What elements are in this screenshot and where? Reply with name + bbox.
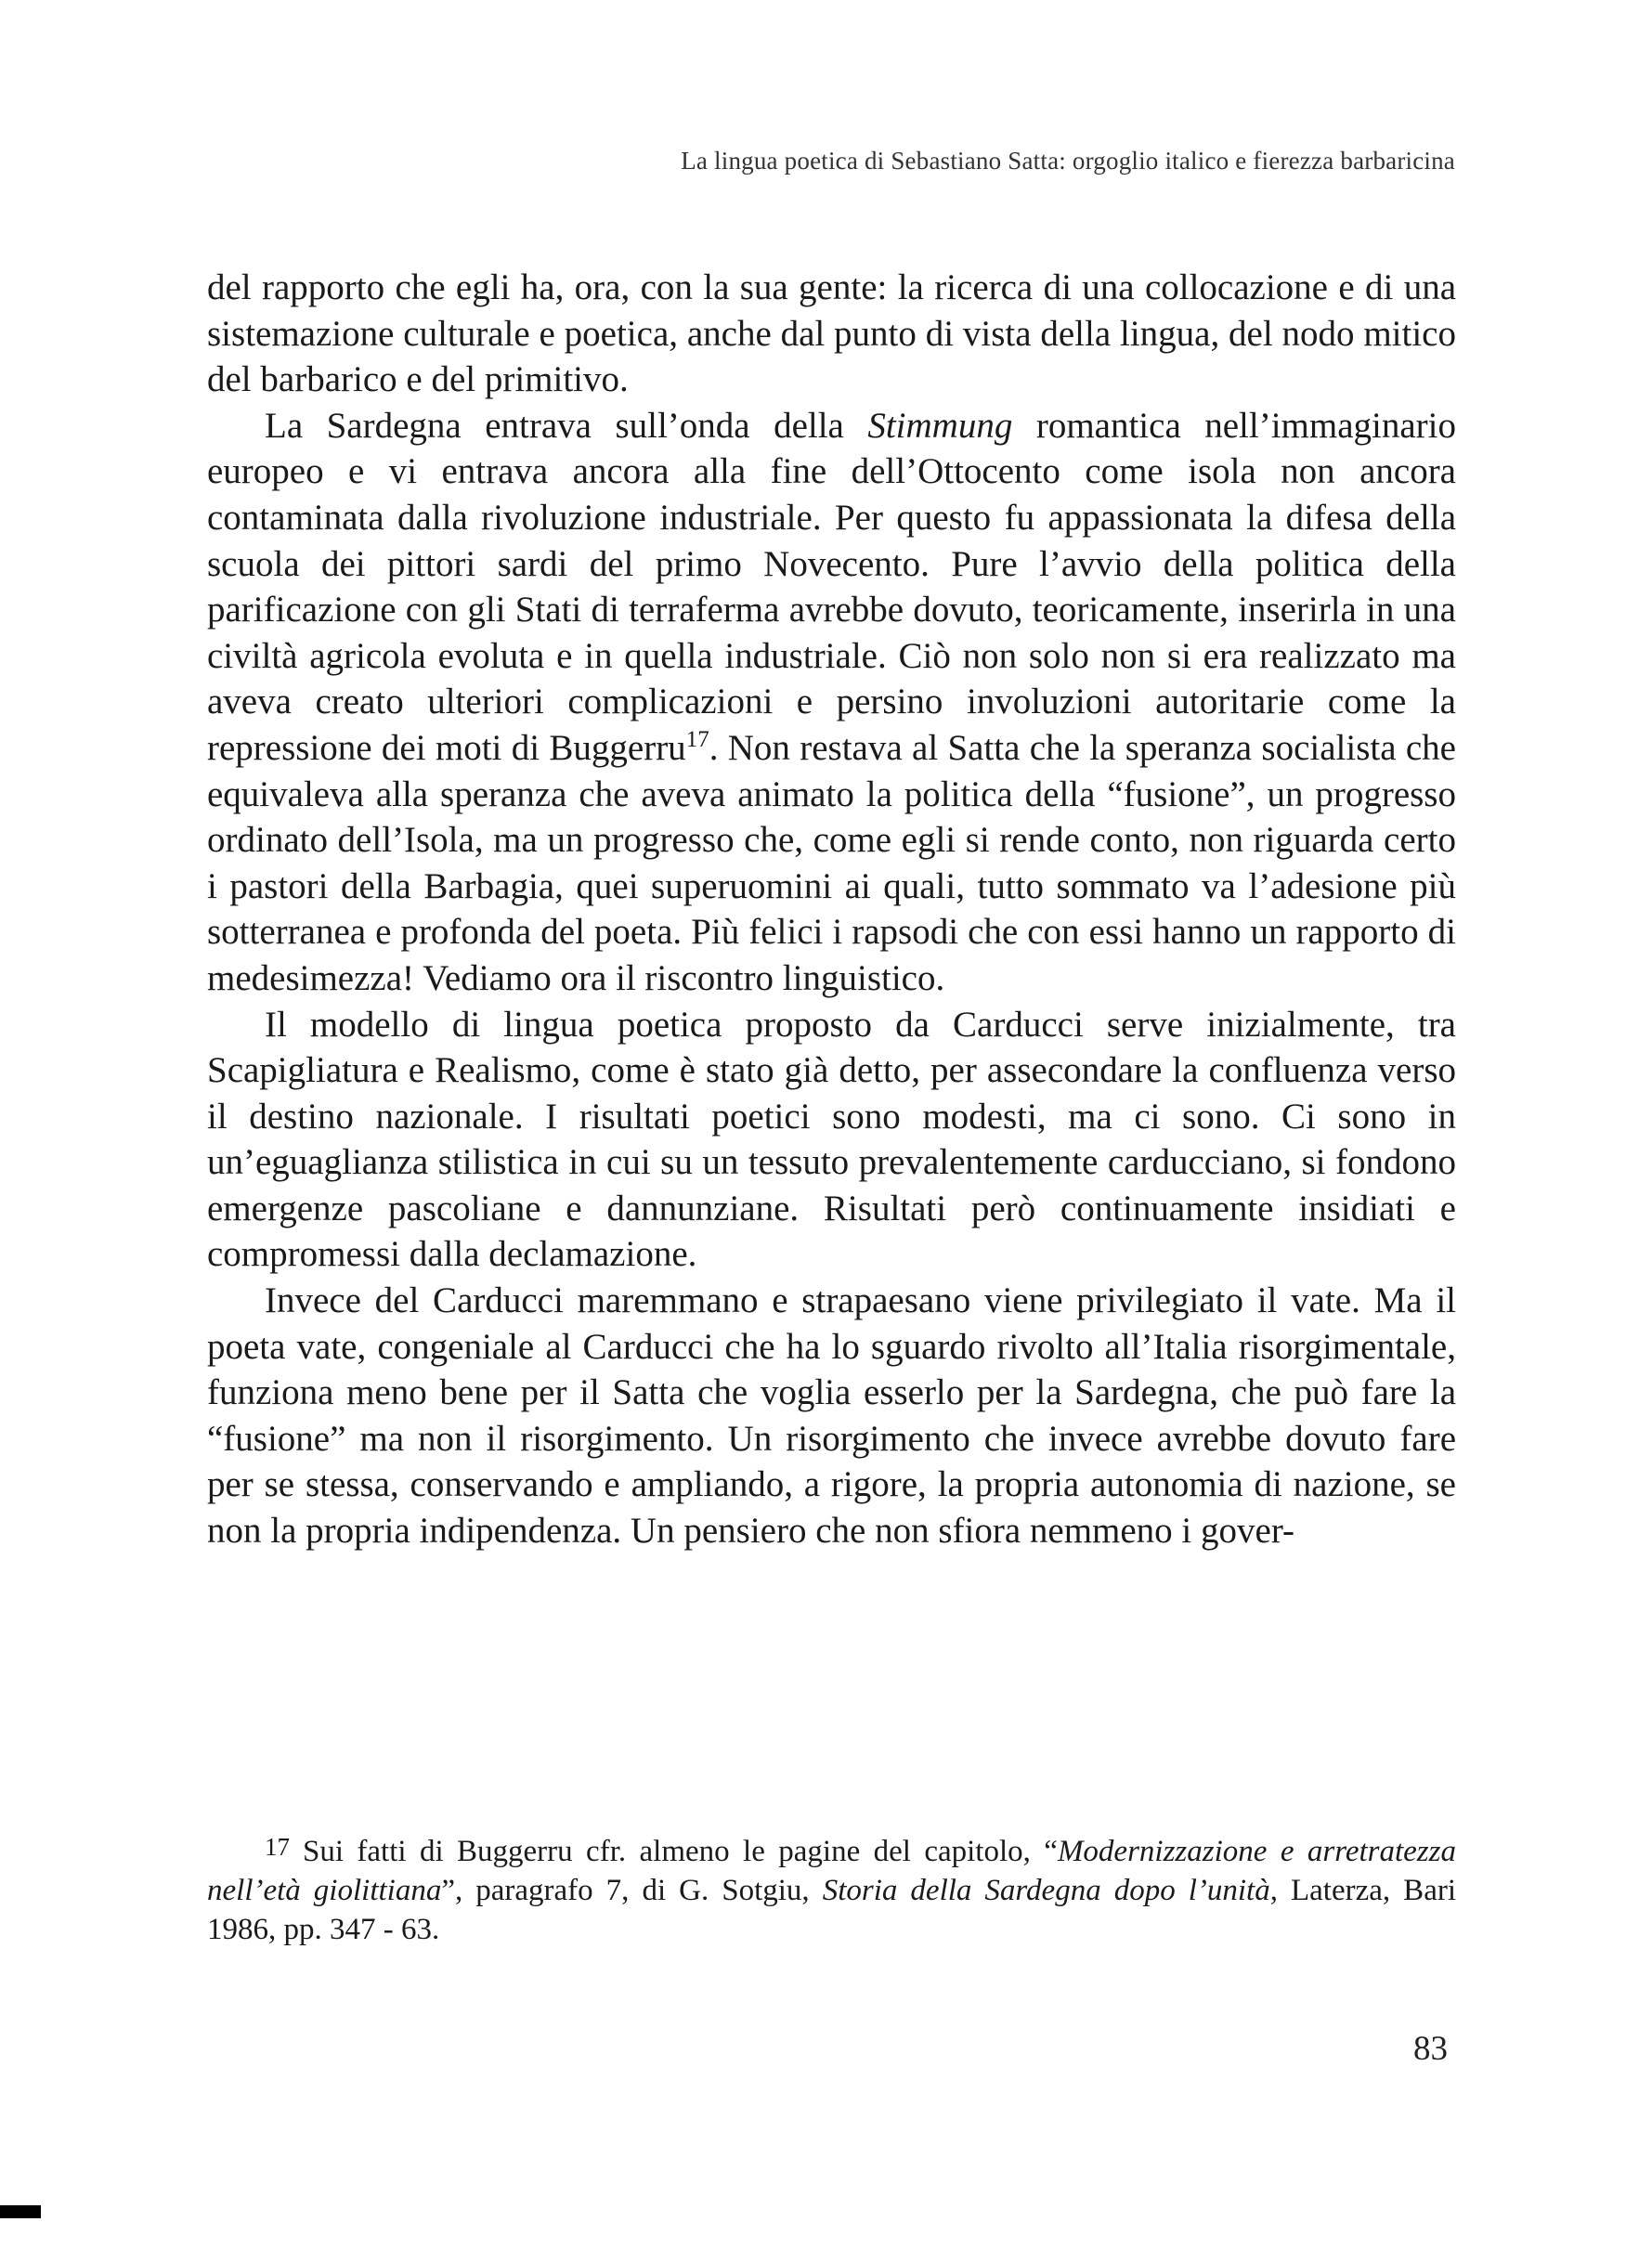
page-number: 83 xyxy=(1413,2030,1448,2068)
paragraph-2-text-a: La Sardegna entrava sull’onda della xyxy=(265,405,868,446)
paragraph-4: Invece del Carducci maremmano e strapaesano viene privilegiato il vate. Ma il poeta vate, congeniale al Carducci che ha lo sguardo rivolto all’Italia risorgimentale, funziona meno bene per il Satta che voglia esserlo per la Sardegna, che può fare la “fusione” ma non il risorgimento. Un risorgimento che invece avrebbe dovuto fare per se stessa, conservando e ampliando, a rigore, la propria autonomia di nazione, se non la propria indipendenza. Un pensiero che non sfiora nemmeno i gover- xyxy=(207,1280,1456,1552)
scan-edge-mark xyxy=(0,2205,41,2218)
paragraph-2-text-c: . Non restava al Satta che la speranza socialista che equivaleva alla speranza che aveva animato la politica della “fusione”, un progresso ordinato dell’Isola, ma un progresso che, come egli si rende conto, non riguarda certo i pastori della Barbagia, quei superuomini ai quali, tutto sommato va l’adesione più sotterranea e profonda del poeta. Più felici i rapsodi che con essi hanno un rapporto di medesimezza! Vediamo ora il riscontro linguistico. xyxy=(207,727,1456,998)
footnote-text-a: Sui fatti di Buggerru cfr. almeno le pagine del capitolo, “ xyxy=(303,1835,1058,1868)
footnote-italic-book: Storia della Sardegna dopo l’unità xyxy=(822,1874,1270,1907)
footnote-text-b: ”, paragrafo 7, di G. Sotgiu, xyxy=(441,1874,823,1907)
paragraph-2 xyxy=(207,403,1456,1002)
footnote-italic-chapter: Modernizzazione e arretratezza nell’età giolittiana xyxy=(207,1835,1456,1907)
paragraph-3: Il modello di lingua poetica proposto da Carducci serve inizialmente, tra Scapigliatura e Realismo, come è stato già detto, per assecondare la confluenza verso il destino nazionale. I risultati poetici sono modesti, ma ci sono. Ci sono in un’eguaglianza stilistica in cui su un tessuto prevalentemente carducciano, si fondono emergenze pascoliane e dannunziane. Risultati però continuamente insidiati e compromessi dalla declamazione. xyxy=(207,1004,1456,1275)
footnote-17 xyxy=(207,1827,1456,1949)
paragraph-2-text-b: romantica nell’immaginario europeo e vi entrava ancora alla fine dell’Ottocento come isola non ancora contaminata dalla rivoluzione industriale. Per questo fu appassionata la difesa della scuola dei pittori sardi del primo Novecento. Pure l’avvio della politica della parificazione con gli Stati di terraferma avrebbe dovuto, teoricamente, inserirla in una civiltà agricola evoluta e in quella industriale. Ciò non solo non si era realizzato ma aveva creato ulteriori complicazioni e persino involuzioni autoritarie come la repressione dei moti di Buggerru xyxy=(207,405,1456,768)
footnotes xyxy=(207,1827,1456,1949)
paragraph-1: del rapporto che egli ha, ora, con la sua gente: la ricerca di una collocazione e di una sistemazione culturale e poetica, anche dal punto di vista della lingua, del nodo mitico del barbarico e del primitivo. xyxy=(207,267,1456,400)
footnote-number: 17 xyxy=(265,1833,290,1861)
footnote-reference: 17 xyxy=(685,726,709,752)
body-text xyxy=(207,265,1456,1554)
footnote-text-c: , Laterza, Bari 1986, pp. 347 - 63. xyxy=(207,1874,1456,1946)
running-header: La lingua poetica di Sebastiano Satta: orgoglio italico e fierezza barbaricina xyxy=(681,147,1455,175)
stimmung-italic: Stimmung xyxy=(867,405,1013,446)
